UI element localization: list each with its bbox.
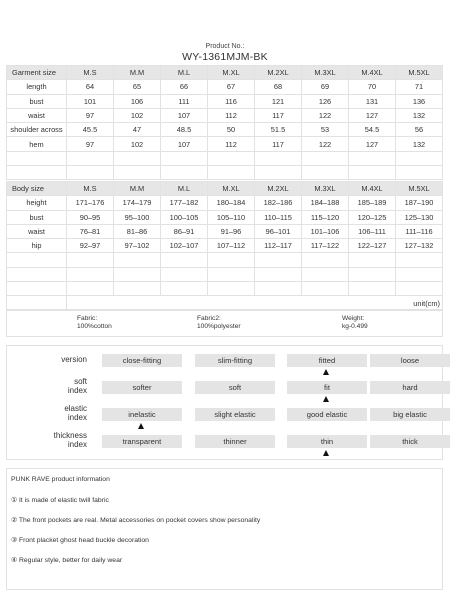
size-value: 65 [114, 80, 161, 94]
size-value: 105–110 [208, 210, 255, 224]
size-value: 127 [349, 137, 396, 151]
size-value: 127 [349, 108, 396, 122]
size-header: M.S [67, 182, 114, 196]
fabric-2 [197, 315, 241, 331]
attribute-scales [6, 345, 443, 460]
size-value: 132 [396, 137, 443, 151]
size-value: 131 [349, 94, 396, 108]
empty-cell [208, 267, 255, 281]
empty-cell [114, 166, 161, 180]
size-value: 45.5 [67, 123, 114, 137]
size-header: M.2XL [255, 66, 302, 80]
size-value: 184–188 [302, 196, 349, 210]
table-row [7, 123, 443, 137]
table-row [7, 239, 443, 253]
size-value: 97 [67, 137, 114, 151]
size-value: 185–189 [349, 196, 396, 210]
empty-cell [7, 267, 67, 281]
empty-row [7, 267, 443, 281]
size-value: 111–116 [396, 224, 443, 238]
empty-cell [161, 253, 208, 267]
size-value: 70 [349, 80, 396, 94]
empty-cell [208, 166, 255, 180]
attribute-option: soft [195, 381, 275, 394]
empty-cell [396, 267, 443, 281]
attribute-option: hard [370, 381, 450, 394]
attribute-option: thick [370, 435, 450, 448]
attribute-option: inelastic [102, 408, 182, 421]
empty-row [7, 253, 443, 267]
attribute-option: fit [287, 381, 367, 394]
size-value: 100–105 [161, 210, 208, 224]
size-value: 102 [114, 137, 161, 151]
size-value: 48.5 [161, 123, 208, 137]
size-value: 107–112 [208, 239, 255, 253]
size-header: M.2XL [255, 182, 302, 196]
size-value: 92–97 [67, 239, 114, 253]
fabric-2-label: Fabric2: [197, 315, 221, 322]
empty-cell [302, 253, 349, 267]
size-header: M.M [114, 66, 161, 80]
empty-cell [349, 166, 396, 180]
weight-value: kg-0.499 [342, 323, 368, 330]
empty-cell [67, 166, 114, 180]
selected-marker-icon [323, 396, 329, 402]
attribute-option: transparent [102, 435, 182, 448]
size-value: 86–91 [161, 224, 208, 238]
attribute-label: thickness index [53, 431, 87, 449]
table-header-row [7, 66, 443, 80]
size-value: 102–107 [161, 239, 208, 253]
attribute-option: thin [287, 435, 367, 448]
selected-marker-icon [323, 369, 329, 375]
attribute-option: thinner [195, 435, 275, 448]
size-value: 81–86 [114, 224, 161, 238]
size-value: 101 [67, 94, 114, 108]
header-label: Body size [7, 182, 67, 196]
size-value: 122 [302, 137, 349, 151]
attribute-row [7, 377, 442, 404]
row-label: bust [7, 94, 67, 108]
product-info-title: PUNK RAVE product information [11, 476, 110, 483]
size-header: M.L [161, 66, 208, 80]
size-value: 125–130 [396, 210, 443, 224]
size-value: 180–184 [208, 196, 255, 210]
size-value: 121 [255, 94, 302, 108]
size-value: 112–117 [255, 239, 302, 253]
empty-row [7, 282, 443, 296]
product-number: WY-1361MJM-BK [182, 51, 268, 63]
size-value: 117 [255, 108, 302, 122]
size-header: M.XL [208, 66, 255, 80]
size-value: 101–106 [302, 224, 349, 238]
size-value: 177–182 [161, 196, 208, 210]
row-label: bust [7, 210, 67, 224]
empty-cell [255, 253, 302, 267]
size-value: 47 [114, 123, 161, 137]
empty-cell [161, 267, 208, 281]
size-value: 67 [208, 80, 255, 94]
empty-cell [349, 151, 396, 165]
empty-cell [67, 151, 114, 165]
attribute-label: elastic index [64, 404, 87, 422]
size-value: 54.5 [349, 123, 396, 137]
size-header: M.4XL [349, 182, 396, 196]
empty-cell [255, 151, 302, 165]
empty-cell [114, 253, 161, 267]
attribute-option: big elastic [370, 408, 450, 421]
attribute-option: fitted [287, 354, 367, 367]
size-value: 112 [208, 108, 255, 122]
attribute-option: good elastic [287, 408, 367, 421]
size-value: 96–101 [255, 224, 302, 238]
size-value: 56 [396, 123, 443, 137]
empty-cell [255, 282, 302, 296]
empty-row [7, 166, 443, 180]
size-value: 66 [161, 80, 208, 94]
size-value: 50 [208, 123, 255, 137]
empty-cell [7, 151, 67, 165]
table-row [7, 196, 443, 210]
size-value: 51.5 [255, 123, 302, 137]
weight [342, 315, 368, 331]
weight-label: Weight: [342, 315, 365, 322]
row-label: hip [7, 239, 67, 253]
fabric-1 [77, 315, 112, 331]
size-value: 116 [208, 94, 255, 108]
empty-cell [349, 253, 396, 267]
fabric-1-label: Fabric: [77, 315, 98, 322]
size-value: 122–127 [349, 239, 396, 253]
size-value: 106–111 [349, 224, 396, 238]
unit-label: unit(cm) [67, 296, 443, 310]
size-value: 97–102 [114, 239, 161, 253]
info-item: ② The front pockets are real. Metal accessories on pocket covers show personality [11, 517, 261, 524]
attribute-label: soft index [67, 377, 87, 395]
table-row [7, 210, 443, 224]
empty-cell [114, 267, 161, 281]
size-value: 136 [396, 94, 443, 108]
empty-cell [255, 267, 302, 281]
row-label: length [7, 80, 67, 94]
attribute-row [7, 431, 442, 458]
size-header: M.3XL [302, 66, 349, 80]
size-header: M.3XL [302, 182, 349, 196]
table-row [7, 94, 443, 108]
table-header-row [7, 182, 443, 196]
fabric-2-value: 100%polyester [197, 323, 241, 330]
size-value: 117–122 [302, 239, 349, 253]
attribute-option: slim-fitting [195, 354, 275, 367]
size-value: 120–125 [349, 210, 396, 224]
size-value: 126 [302, 94, 349, 108]
size-value: 127–132 [396, 239, 443, 253]
garment-size-table [6, 65, 443, 180]
empty-cell [302, 166, 349, 180]
attribute-row [7, 404, 442, 431]
size-header: M.S [67, 66, 114, 80]
size-header: M.4XL [349, 66, 396, 80]
body-size-table [6, 181, 443, 311]
attribute-row [7, 350, 442, 377]
size-value: 90–95 [67, 210, 114, 224]
empty-row [7, 151, 443, 165]
size-value: 115–120 [302, 210, 349, 224]
attribute-label: version [61, 355, 87, 364]
size-header: M.M [114, 182, 161, 196]
size-header: M.5XL [396, 66, 443, 80]
empty-cell [349, 267, 396, 281]
empty-cell [208, 282, 255, 296]
product-info-panel [6, 468, 443, 590]
empty-cell [396, 282, 443, 296]
size-header: M.L [161, 182, 208, 196]
empty-cell [67, 267, 114, 281]
info-item: ③ Front placket ghost head buckle decoration [11, 537, 149, 544]
empty-cell [349, 282, 396, 296]
empty-cell [114, 151, 161, 165]
row-label: waist [7, 224, 67, 238]
size-value: 182–186 [255, 196, 302, 210]
header-label: Garment size [7, 66, 67, 80]
size-header: M.5XL [396, 182, 443, 196]
size-value: 91–96 [208, 224, 255, 238]
size-value: 76–81 [67, 224, 114, 238]
empty-cell [67, 253, 114, 267]
empty-cell [7, 166, 67, 180]
size-value: 110–115 [255, 210, 302, 224]
size-value: 95–100 [114, 210, 161, 224]
row-label: waist [7, 108, 67, 122]
product-header [0, 42, 450, 64]
empty-cell [161, 166, 208, 180]
table-row [7, 108, 443, 122]
row-label: height [7, 196, 67, 210]
table-row [7, 80, 443, 94]
empty-cell [114, 282, 161, 296]
size-value: 68 [255, 80, 302, 94]
size-value: 174–179 [114, 196, 161, 210]
fabric-panel [6, 309, 443, 337]
size-value: 132 [396, 108, 443, 122]
info-item: ① It is made of elastic twill fabric [11, 497, 109, 504]
size-value: 106 [114, 94, 161, 108]
empty-cell [7, 253, 67, 267]
size-value: 122 [302, 108, 349, 122]
empty-cell [161, 151, 208, 165]
size-value: 53 [302, 123, 349, 137]
empty-cell [7, 282, 67, 296]
size-value: 64 [67, 80, 114, 94]
size-value: 187–190 [396, 196, 443, 210]
size-value: 117 [255, 137, 302, 151]
size-value: 107 [161, 137, 208, 151]
empty-cell [208, 253, 255, 267]
empty-cell [396, 151, 443, 165]
empty-cell [396, 253, 443, 267]
empty-cell [255, 166, 302, 180]
empty-cell [208, 151, 255, 165]
selected-marker-icon [323, 450, 329, 456]
table-row [7, 137, 443, 151]
attribute-option: softer [102, 381, 182, 394]
row-label: shoulder across [7, 123, 67, 137]
size-value: 112 [208, 137, 255, 151]
row-label: hem [7, 137, 67, 151]
empty-cell [302, 282, 349, 296]
attribute-option: loose [370, 354, 450, 367]
size-value: 107 [161, 108, 208, 122]
empty-cell [396, 166, 443, 180]
info-item: ④ Regular style, better for daily wear [11, 557, 123, 564]
empty-cell [67, 282, 114, 296]
empty-cell [302, 151, 349, 165]
attribute-option: close-fitting [102, 354, 182, 367]
size-value: 111 [161, 94, 208, 108]
table-row [7, 224, 443, 238]
size-header: M.XL [208, 182, 255, 196]
fabric-1-value: 100%cotton [77, 323, 112, 330]
empty-cell [302, 267, 349, 281]
product-number-label: Product No.: [205, 43, 245, 50]
size-value: 71 [396, 80, 443, 94]
attribute-option: slight elastic [195, 408, 275, 421]
size-value: 171–176 [67, 196, 114, 210]
size-value: 102 [114, 108, 161, 122]
empty-cell [161, 282, 208, 296]
size-value: 97 [67, 108, 114, 122]
size-value: 69 [302, 80, 349, 94]
selected-marker-icon [138, 423, 144, 429]
